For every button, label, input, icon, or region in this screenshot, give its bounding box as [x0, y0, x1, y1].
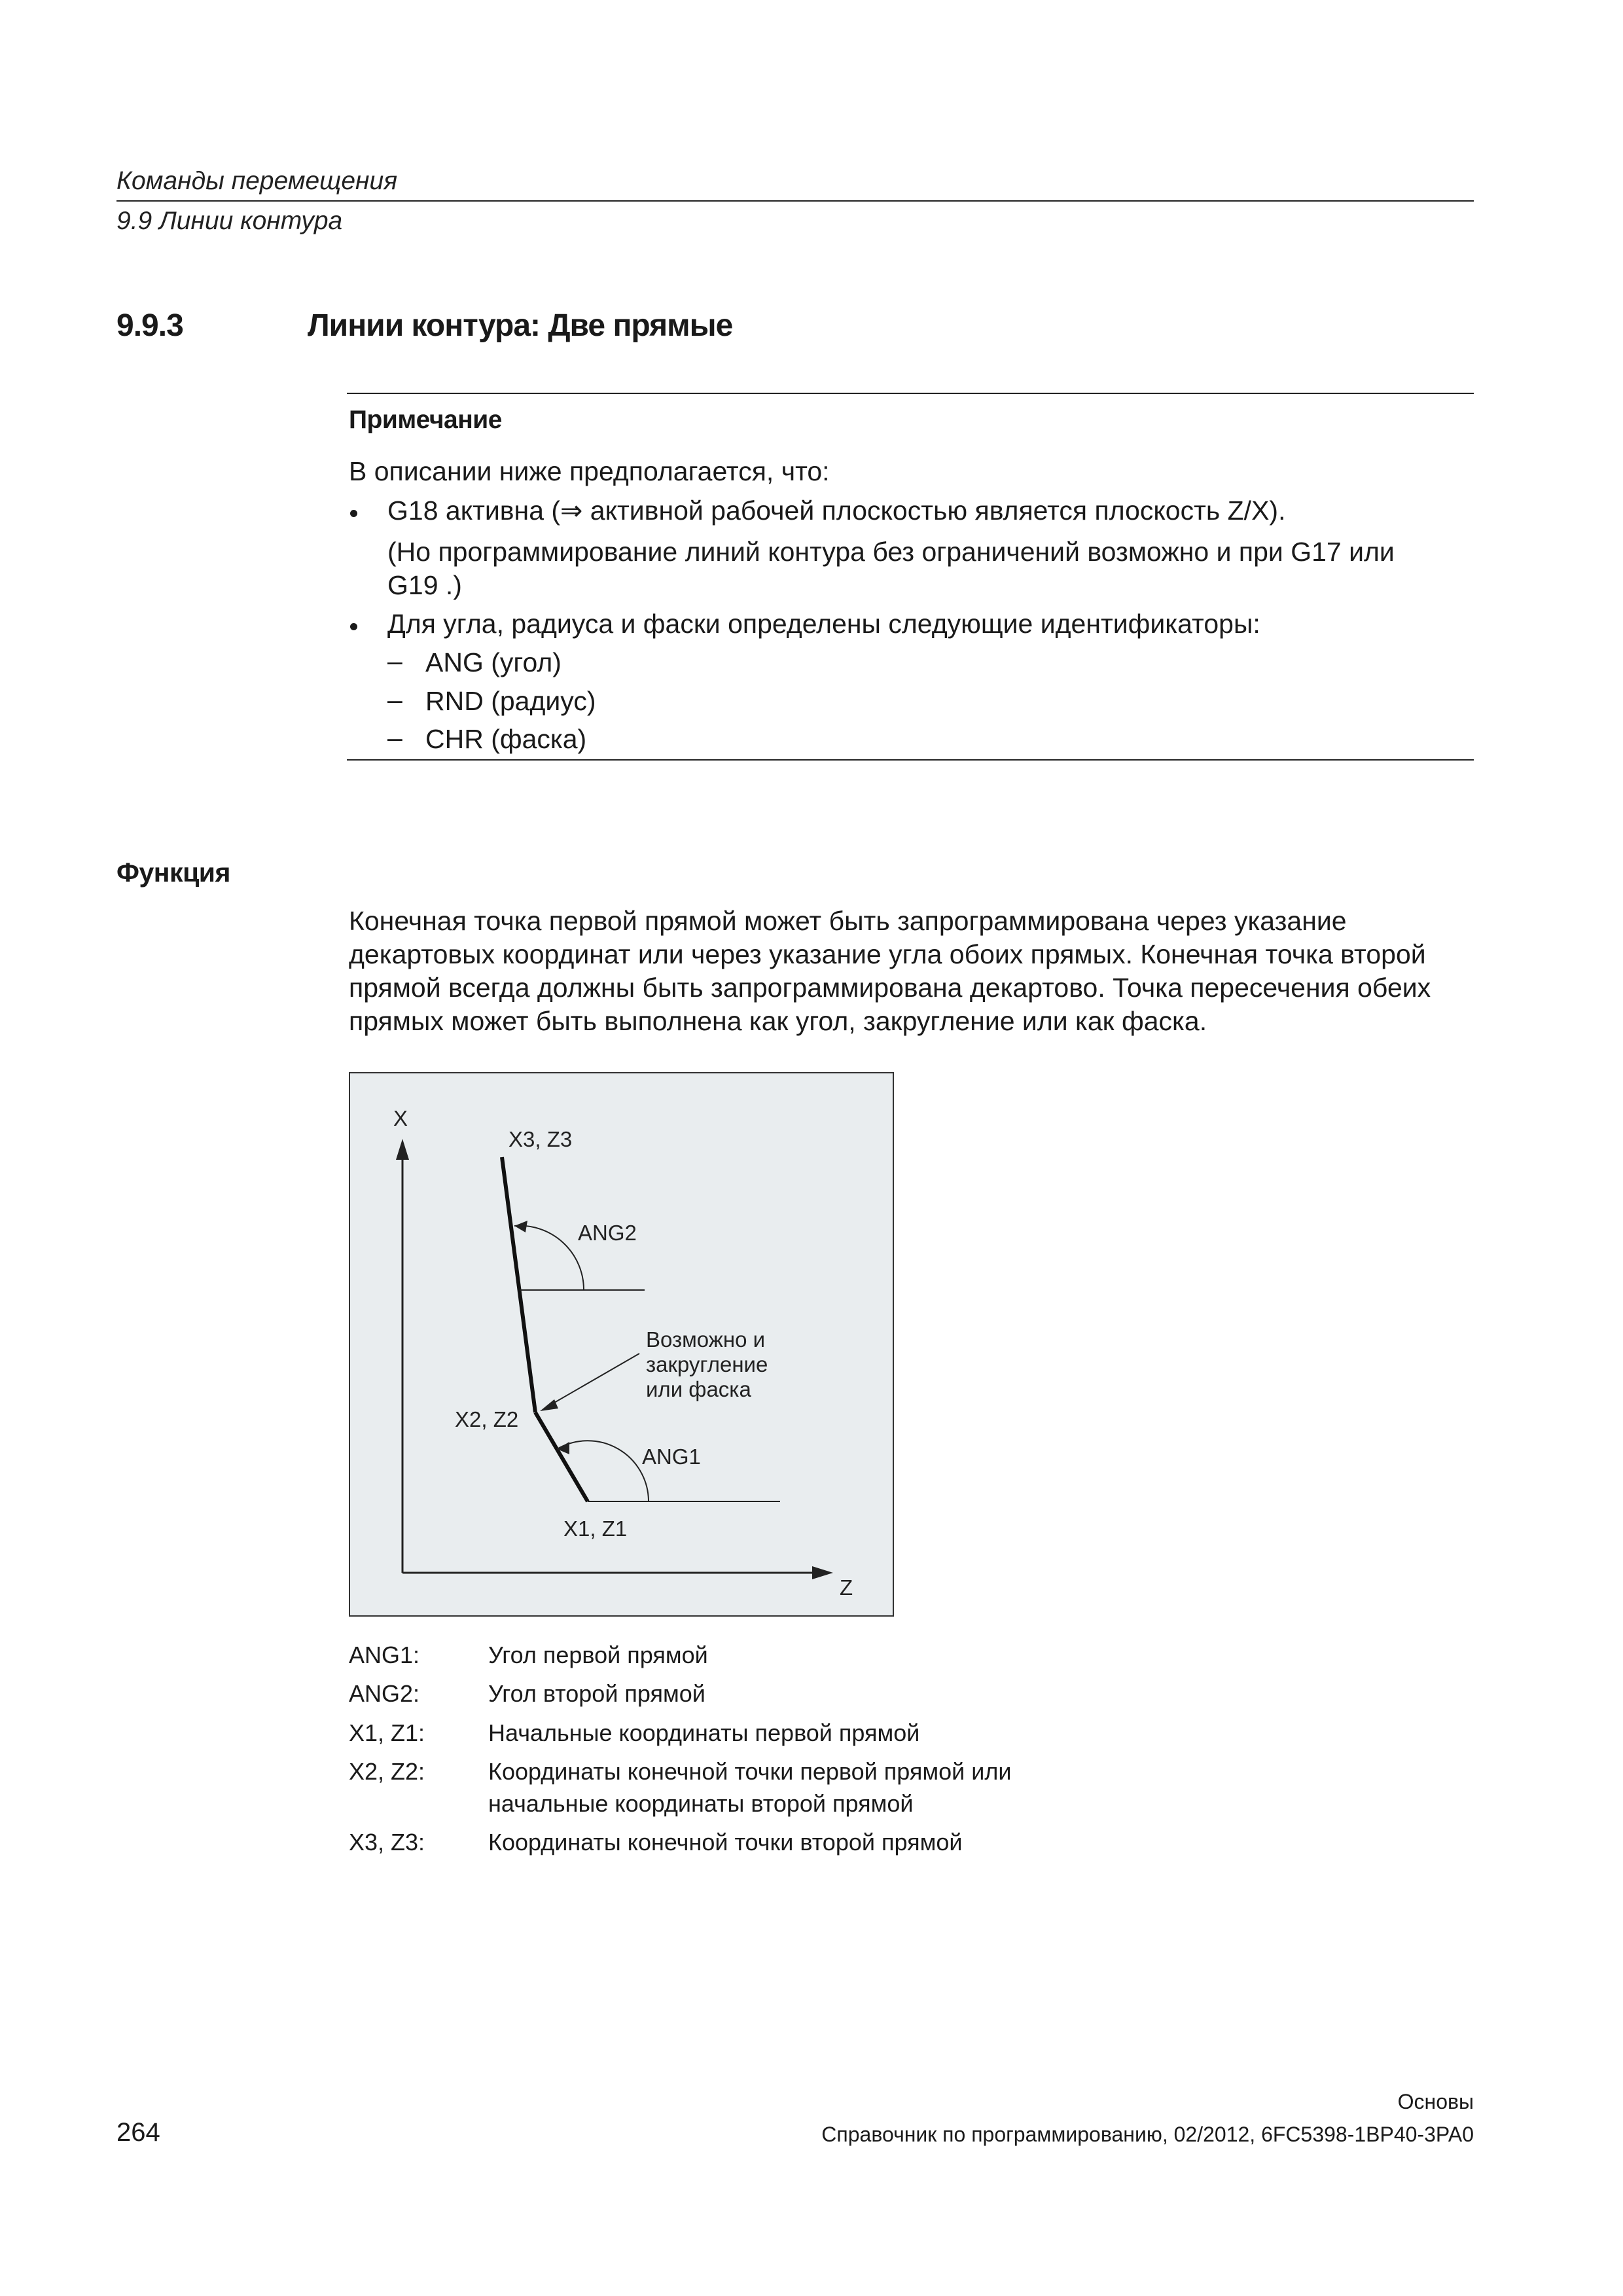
bullet-dot	[350, 623, 357, 630]
legend-desc: Угол первой прямой	[488, 1641, 708, 1668]
contour-diagram	[350, 1073, 895, 1618]
running-header-section: 9.9 Линии контура	[116, 207, 343, 235]
z-axis-arrow-icon	[812, 1566, 833, 1579]
footer-book: Основы	[1397, 2090, 1474, 2113]
function-line-4: прямых может быть выполнена как угол, закругление или как фаска.	[349, 1006, 1207, 1036]
axis-label-x: X	[393, 1106, 408, 1130]
sub-item-ang: ANG (угол)	[425, 647, 562, 677]
note-bullet-2: Для угла, радиуса и фаски определены следующие идентификаторы:	[387, 609, 1260, 639]
legend-desc: Угол второй прямой	[488, 1680, 705, 1707]
note-title: Примечание	[349, 406, 502, 434]
x-axis-arrow-icon	[396, 1139, 409, 1160]
note-bullet-1: G18 активна (⇒ активной рабочей плоскостью является плоскость Z/X).	[387, 495, 1286, 526]
legend-term: ANG2:	[349, 1680, 420, 1707]
legend-term: X2, Z2:	[349, 1758, 425, 1785]
sub-item-rnd: RND (радиус)	[425, 686, 596, 716]
dash-marker: –	[387, 723, 402, 753]
sub-item-chr: CHR (фаска)	[425, 724, 587, 754]
header-rule	[116, 200, 1474, 202]
note-top-rule	[347, 393, 1474, 394]
legend-desc: Координаты конечной точки второй прямой	[488, 1829, 963, 1856]
legend-desc: Начальные координаты первой прямой	[488, 1719, 920, 1746]
note-bottom-rule	[347, 759, 1474, 761]
note-bullet-1-continuation: (Но программирование линий контура без ограничений возможно и при G17 или	[387, 537, 1395, 567]
corner-note-line-3: или фаска	[646, 1377, 751, 1401]
label-ang1: ANG1	[642, 1444, 701, 1469]
note-bullet-1-continuation-2: G19 .)	[387, 570, 462, 600]
corner-pointer-line	[546, 1354, 639, 1407]
footer-reference: Справочник по программированию, 02/2012, 6FC5398-1BP40-3PA0	[821, 2123, 1474, 2146]
running-header-chapter: Команды перемещения	[116, 167, 398, 195]
note-intro: В описании ниже предполагается, что:	[349, 456, 830, 486]
function-heading: Функция	[116, 857, 230, 888]
contour-figure	[349, 1072, 894, 1617]
legend-term: ANG1:	[349, 1641, 420, 1668]
legend-term: X1, Z1:	[349, 1719, 425, 1746]
function-line-2: декартовых координат или через указание угла обоих прямых. Конечная точка второй	[349, 939, 1426, 969]
corner-note-line-2: закругление	[646, 1352, 768, 1376]
corner-pointer-arrow-icon	[540, 1399, 558, 1411]
label-x3-z3: X3, Z3	[508, 1127, 573, 1151]
legend-term: X3, Z3:	[349, 1829, 425, 1856]
function-line-3: прямой всегда должны быть запрограммирована декартово. Точка пересечения обеих	[349, 973, 1431, 1003]
ang2-arrow-icon	[514, 1221, 527, 1232]
corner-note-line-1: Возможно и	[646, 1327, 766, 1352]
legend-desc: Координаты конечной точки первой прямой или	[488, 1758, 1012, 1785]
function-line-1: Конечная точка первой прямой может быть запрограммирована через указание	[349, 906, 1347, 936]
first-line	[535, 1412, 588, 1501]
label-x2-z2: X2, Z2	[455, 1407, 519, 1431]
dash-marker: –	[387, 685, 402, 715]
legend-desc-continuation: начальные координаты второй прямой	[488, 1790, 914, 1817]
bullet-dot	[350, 510, 357, 517]
page-number: 264	[116, 2118, 160, 2147]
ang2-arc	[514, 1226, 584, 1290]
section-title: Линии контура: Две прямые	[308, 308, 733, 343]
section-number: 9.9.3	[116, 308, 183, 343]
label-ang2: ANG2	[578, 1221, 637, 1245]
second-line	[502, 1157, 535, 1412]
axis-label-z: Z	[840, 1575, 853, 1600]
label-x1-z1: X1, Z1	[563, 1516, 628, 1541]
dash-marker: –	[387, 646, 402, 676]
